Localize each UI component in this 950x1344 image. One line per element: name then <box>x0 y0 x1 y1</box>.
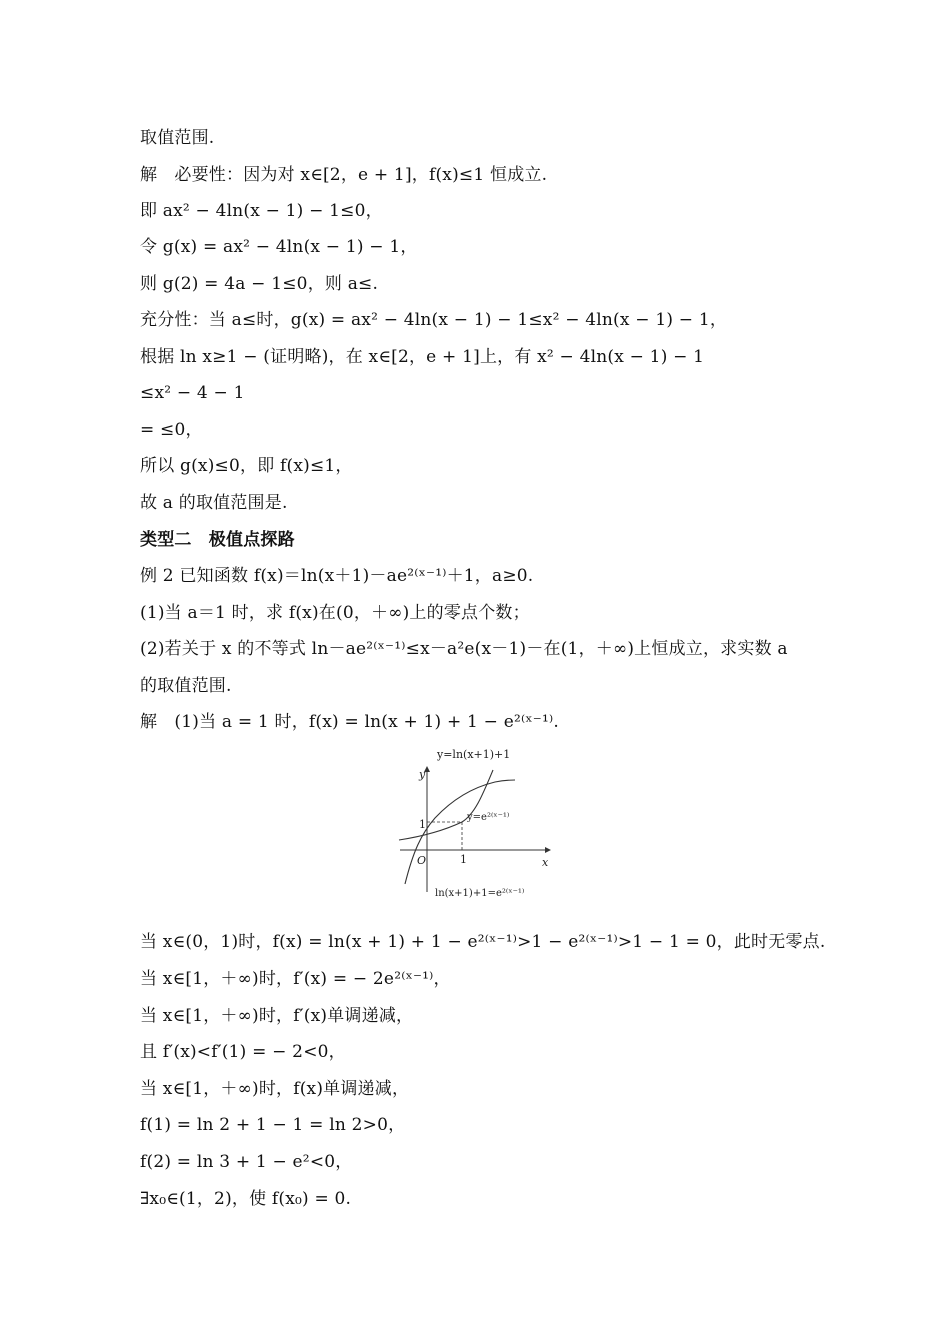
text-line-24: f(2) = ln 3 + 1 − e²<0， <box>140 1152 353 1172</box>
text-line-23: f(1) = ln 2 + 1 − 1 = ln 2>0， <box>140 1115 406 1135</box>
origin-label: O <box>417 854 427 867</box>
section-heading: 类型二 极值点探路 <box>140 530 295 550</box>
text-line-19: 当 x∈[1，＋∞)时，f′(x) = − 2e²⁽ˣ⁻¹⁾， <box>140 969 451 989</box>
text-line-3: 即 ax² − 4ln(x − 1) − 1≤0， <box>140 201 383 221</box>
text-line-9: = ≤0， <box>140 420 203 440</box>
tick-y-1: 1 <box>419 818 426 831</box>
tick-x-1: 1 <box>460 853 467 866</box>
text-line-1: 取值范围. <box>140 128 215 148</box>
function-graph-figure <box>395 742 555 902</box>
label-equation: ln(x+1)+1=e²⁽ˣ⁻¹⁾ <box>435 888 525 899</box>
text-line-7: 根据 ln x≥1 − (证明略)，在 x∈[2，e + 1]上，有 x² − 4ln(x − 1) − 1 <box>140 347 705 367</box>
graph-svg <box>395 742 555 902</box>
label-curve-exp: y=e²⁽ˣ⁻¹⁾ <box>467 812 510 823</box>
text-line-5: 则 g(2) = 4a − 1≤0，则 a≤. <box>140 274 379 294</box>
solution-start: 解 (1)当 a = 1 时，f(x) = ln(x + 1) + 1 − e²⁽ˣ⁻¹⁾. <box>140 712 559 732</box>
question-2-cont: 的取值范围. <box>140 676 232 696</box>
text-line-20: 当 x∈[1，＋∞)时，f′(x)单调递减， <box>140 1006 414 1026</box>
text-line-18: 当 x∈(0，1)时，f(x) = ln(x + 1) + 1 − e²⁽ˣ⁻¹⁾>1 − e²⁽ˣ⁻¹⁾>1 − 1 = 0，此时无零点. <box>140 932 826 952</box>
text-line-11: 故 a 的取值范围是. <box>140 493 288 513</box>
label-curve-ln: y=ln(x+1)+1 <box>437 748 511 761</box>
text-line-22: 当 x∈[1，＋∞)时，f(x)单调递减， <box>140 1079 410 1099</box>
text-line-21: 且 f′(x)<f′(1) = − 2<0， <box>140 1042 346 1062</box>
text-line-2: 解 必要性：因为对 x∈[2，e + 1]，f(x)≤1 恒成立. <box>140 165 548 185</box>
example-statement: 例 2 已知函数 f(x)＝ln(x＋1)－ae²⁽ˣ⁻¹⁾＋1，a≥0. <box>140 566 534 586</box>
text-line-4: 令 g(x) = ax² − 4ln(x − 1) − 1， <box>140 237 418 257</box>
text-line-10: 所以 g(x)≤0，即 f(x)≤1， <box>140 456 353 476</box>
axis-y-label: y <box>419 768 426 781</box>
question-1: (1)当 a＝1 时，求 f(x)在(0，＋∞)上的零点个数； <box>140 603 530 623</box>
question-2: (2)若关于 x 的不等式 ln－ae²⁽ˣ⁻¹⁾≤x－a²e(x－1)－在(1，＋∞)上恒成立，求实数 a <box>140 639 788 659</box>
text-line-8: ≤x² − 4 − 1 <box>140 383 245 403</box>
axis-x-label: x <box>542 856 549 869</box>
text-line-6: 充分性：当 a≤时，g(x) = ax² − 4ln(x − 1) − 1≤x² − 4ln(x − 1) − 1， <box>140 310 728 330</box>
text-line-25: ∃x₀∈(1，2)，使 f(x₀) = 0. <box>140 1189 352 1209</box>
